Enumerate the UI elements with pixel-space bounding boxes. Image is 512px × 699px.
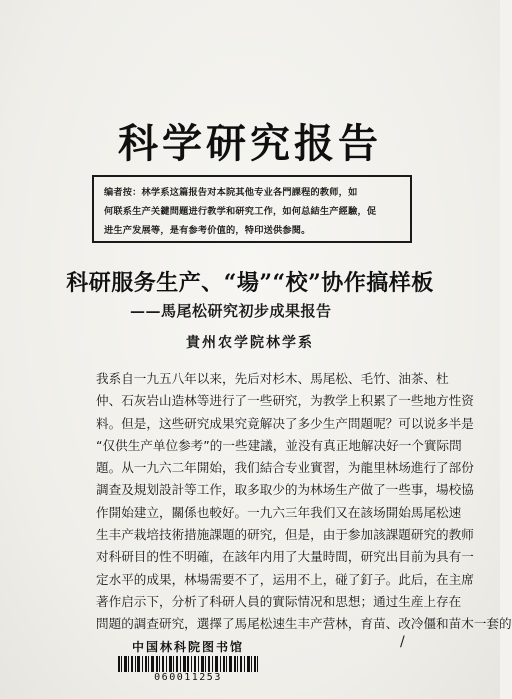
body-line: 定水平的成果，林場需要不了，运用不上，碰了釘子。此后，在主席 <box>96 571 474 587</box>
library-stamp-label: 中国林科院图书馆 <box>131 640 244 654</box>
editor-note-line: 进生产发展等，是有参考价值的，特印送供参閱。 <box>104 225 311 236</box>
body-line: 題。从一九六二年開始，我们結合专业實習，为龍里林场進行了部份 <box>96 460 474 476</box>
body-line: 調查及規划設計等工作，取多取少的为林场生产做了一些事，場校協 <box>96 482 474 498</box>
body-line: 对科研目的性不明確，在該年内用了大量時間，研究出目前为具有一 <box>96 549 474 565</box>
editor-note-box <box>92 175 412 243</box>
editor-note-line: 编者按：林学系这篇报告对本院其他专业各門課程的教师，如 <box>104 187 358 198</box>
article-subtitle: ——馬尾松研究初步成果报告 <box>130 302 332 320</box>
editor-note-line: 何联系生产关鍵問題进行教学和研究工作，如何总結生产經驗，促 <box>104 206 377 217</box>
body-line: 料。但是，这些研究成果究竟解决了多少生产問題呢？可以说多半是 <box>96 415 474 431</box>
library-stamp-number: 060011253 <box>154 672 222 683</box>
report-masthead: 科学研究报告 <box>118 121 382 167</box>
library-stamp <box>114 640 262 686</box>
body-line: 作開始建立，關係也較好。一九六三年我们又在該场開始馬尾松速 <box>96 504 462 520</box>
body-line: “仅供生产单位参考”的一些建議，並没有真正地解决好一个實际問 <box>96 437 462 453</box>
article-title: 科研服务生产、“場”“校”协作搞样板 <box>66 270 434 296</box>
article-body <box>96 368 512 636</box>
body-line: 我系自一九五八年以来，先后对杉木、馬尾松、毛竹、油茶、杜 <box>96 371 449 386</box>
barcode-icon <box>118 656 258 672</box>
page-mark: / <box>400 634 405 650</box>
body-line: 仲、石灰岩山造林等进行了一些研究，为教学上积累了一些地方性资 <box>96 393 474 409</box>
body-line: 著作启示下，分析了科研人員的實际情况和思想；通过生産上存在 <box>96 593 462 609</box>
article-institution: 貴州农学院林学系 <box>186 335 314 351</box>
body-line: 生丰产栽培技術措施課題的研究，但是，由于参加該課題研究的教师 <box>96 527 474 543</box>
body-line: 問題的調查研究，選擇了馬尾松速生丰产营林，育苗、改冷僵和苗木一套的 <box>96 616 512 632</box>
